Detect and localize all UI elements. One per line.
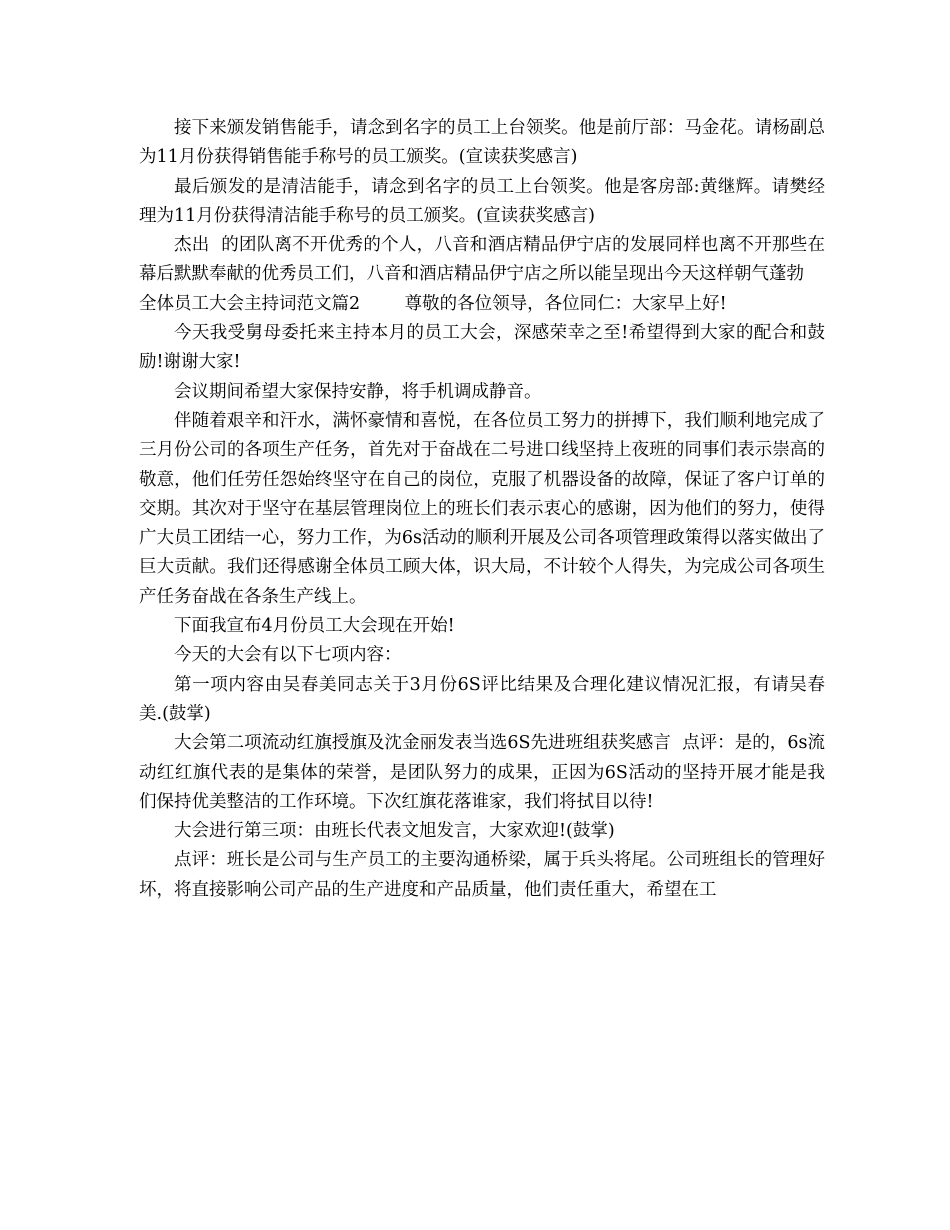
paragraph-cleaning-award: 最后颁发的是清洁能手，请念到名字的员工上台领奖。他是客房部:黄继辉。请樊经理为11月份获得清洁能手称号的员工颁奖。(宣读获奖感言) <box>139 176 825 226</box>
paragraph-meeting-start: 下面我宣布4月份员工大会现在开始! <box>174 616 455 637</box>
paragraph-host-intro: 今天我受舅母委托来主持本月的员工大会，深感荣幸之至!希望得到大家的配合和鼓励!谢谢大家! <box>139 323 825 373</box>
paragraph-team-praise: 杰出 的团队离不开优秀的个人，八音和酒店精品伊宁店的发展同样也离不开那些在幕后默默奉献的优秀员工们，八音和酒店精品伊宁店之所以能呈现出今天这样朝气蓬勃 <box>139 235 825 285</box>
document-body <box>139 114 825 905</box>
paragraph-agenda-item-3: 大会进行第三项：由班长代表文旭发言，大家欢迎!(鼓掌) <box>174 821 615 842</box>
paragraph-comment: 点评：班长是公司与生产员工的主要沟通桥梁，属于兵头将尾。公司班组长的管理好坏，将直接影响公司产品的生产进度和产品质量，他们责任重大，希望在工 <box>139 850 825 900</box>
paragraph-thanks: 伴随着艰辛和汗水，满怀豪情和喜悦，在各位员工努力的拼搏下，我们顺利地完成了三月份公司的各项生产任务，首先对于奋战在二号进口线坚持上夜班的同事们表示崇高的敬意，他们任劳任怨始终坚守在自己的岗位，克服了机器设备的故障，保证了客户订单的交期。其次对于坚守在基层管理岗位上的班长们表示衷心的感谢，因为他们的努力，使得广大员工团结一心，努力工作，为6s活动的顺利开展及公司各项管理政策得以落实做出了巨大贡献。我们还得感谢全体员工顾大体，识大局，不计较个人得失，为完成公司各项生产任务奋战在各条生产线上。 <box>139 410 825 607</box>
paragraph-sales-award: 接下来颁发销售能手，请念到名字的员工上台领奖。他是前厅部：马金花。请杨副总为11月份获得销售能手称号的员工颁奖。(宣读获奖感言) <box>139 118 825 168</box>
paragraph-silence-request: 会议期间希望大家保持安静，将手机调成静音。 <box>174 381 542 402</box>
section-heading-line: 全体员工大会主持词范文篇2 尊敬的各位领导，各位同仁：大家早上好! <box>139 293 727 314</box>
paragraph-agenda-item-2: 大会第二项流动红旗授旗及沈金丽发表当选6S先进班组获奖感言 点评：是的，6s流动红红旗代表的是集体的荣誉，是团队努力的成果，正因为6S活动的坚持开展才能是我们保持优美整洁的工作环境。下次红旗花落谁家，我们将拭目以待! <box>139 733 825 812</box>
paragraph-agenda-intro: 今天的大会有以下七项内容： <box>174 645 402 666</box>
paragraph-agenda-item-1: 第一项内容由吴春美同志关于3月份6S评比结果及合理化建议情况汇报，有请吴春美.(鼓掌) <box>139 674 825 724</box>
